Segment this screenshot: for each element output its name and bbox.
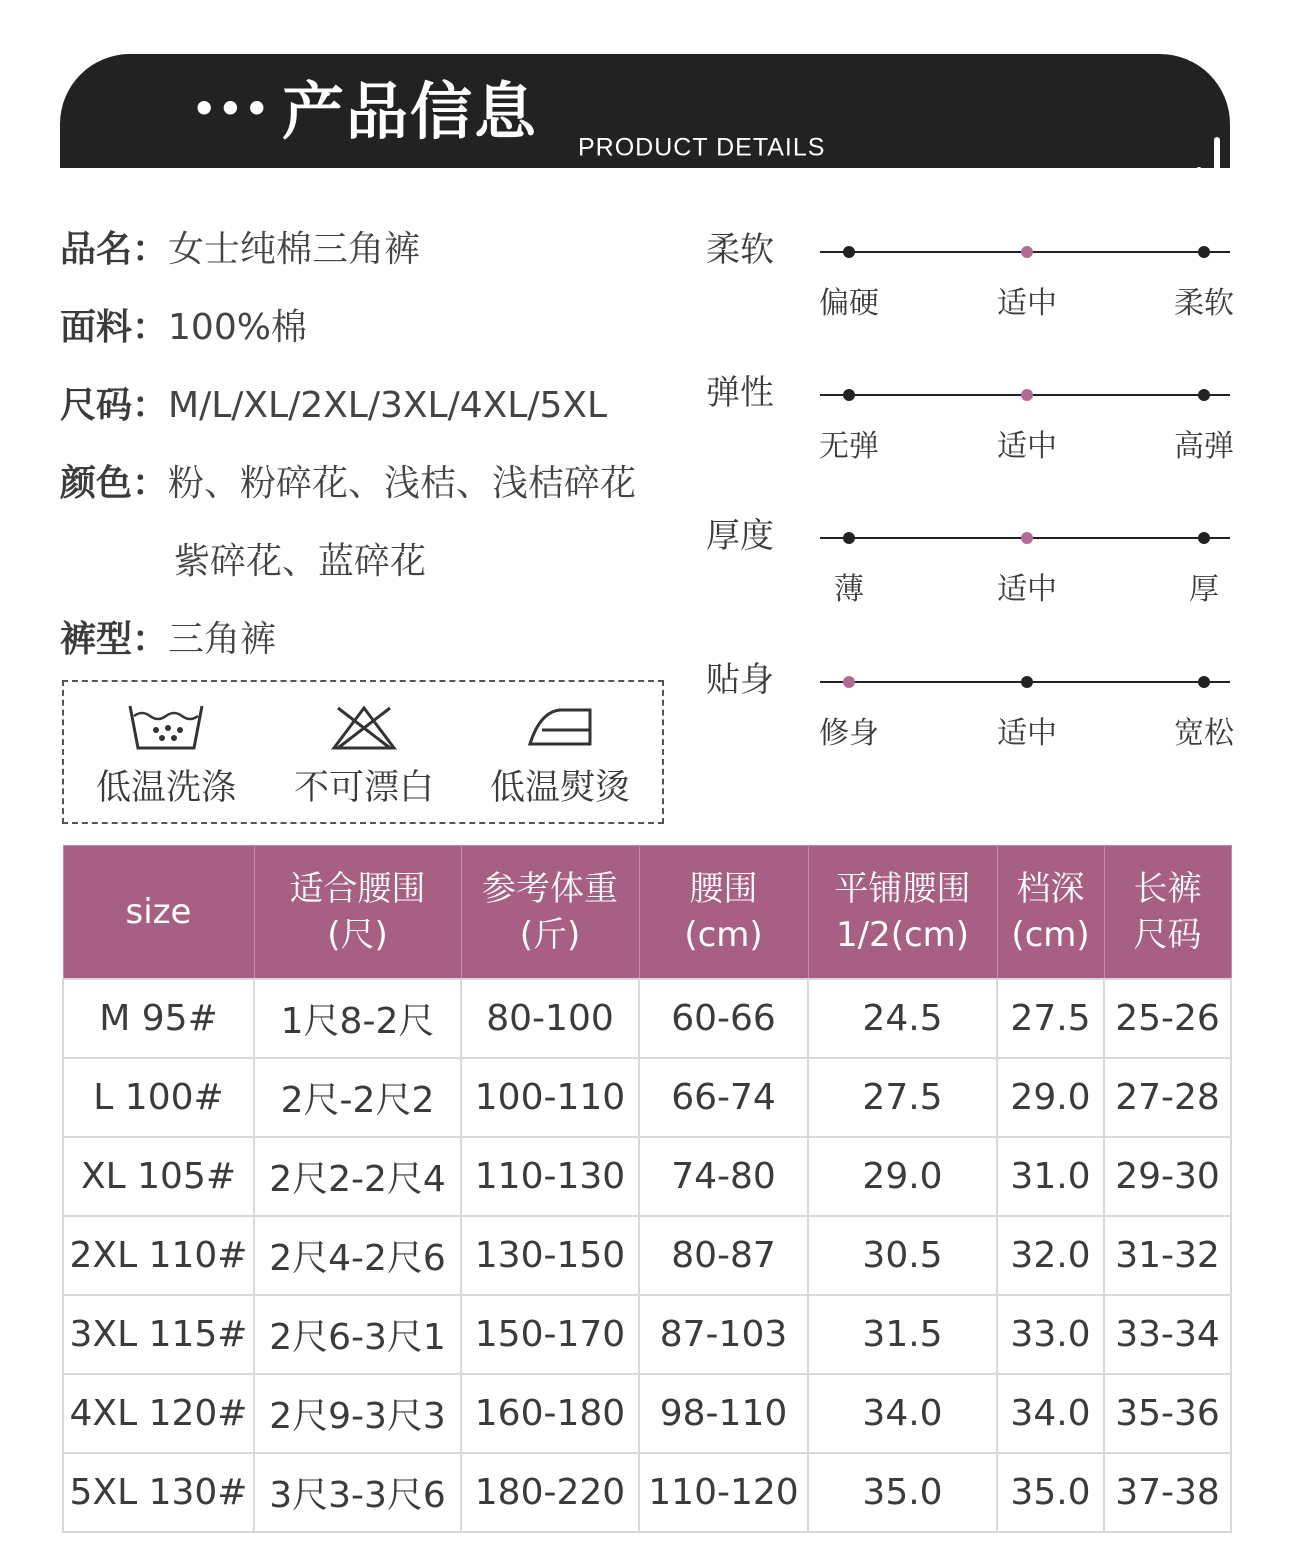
- scale-option: 薄: [834, 572, 864, 607]
- table-cell: 29.0: [808, 1137, 997, 1216]
- header-line: 适合腰围: [289, 869, 426, 909]
- scale-dot: [1198, 246, 1210, 258]
- table-cell: 130-150: [461, 1216, 639, 1295]
- scale-name: 贴身: [706, 660, 774, 700]
- care-item-wash: [68, 702, 264, 810]
- table-cell: 3XL 115#: [63, 1295, 254, 1374]
- table-cell: 98-110: [639, 1374, 808, 1453]
- info-row-style: [60, 612, 276, 668]
- header-line: (cm): [684, 915, 763, 955]
- scale-dot: [1198, 389, 1210, 401]
- header-line: 尺码: [1133, 915, 1202, 955]
- scale-dot-selected: [1021, 389, 1033, 401]
- scale-dot: [1198, 532, 1210, 544]
- header-line: 腰围: [689, 869, 758, 909]
- table-cell: 2尺2-2尺4: [254, 1137, 461, 1216]
- header-line: (cm): [1011, 915, 1090, 955]
- iron-low-temp-icon: [520, 702, 600, 752]
- table-cell: 2XL 110#: [63, 1216, 254, 1295]
- table-cell: 74-80: [639, 1137, 808, 1216]
- scale-option: 柔软: [1174, 286, 1234, 321]
- wash-low-temp-icon: [126, 702, 206, 752]
- table-row: [63, 979, 1231, 1058]
- scale-option: 适中: [997, 572, 1057, 607]
- scale-dot-selected: [1021, 246, 1033, 258]
- table-cell: 100-110: [461, 1058, 639, 1137]
- table-cell: 180-220: [461, 1453, 639, 1532]
- info-value: 紫碎花、蓝碎花: [174, 541, 427, 582]
- table-cell: 2尺9-3尺3: [254, 1374, 461, 1453]
- table-row: [63, 1216, 1231, 1295]
- table-cell: 24.5: [808, 979, 997, 1058]
- header-waist-cm: [639, 846, 808, 980]
- table-cell: M 95#: [63, 979, 254, 1058]
- header-line: (尺): [327, 915, 388, 955]
- care-label: 低温洗涤: [95, 768, 236, 808]
- table-cell: 34.0: [997, 1374, 1104, 1453]
- table-cell: 25-26: [1104, 979, 1231, 1058]
- table-cell: 31-32: [1104, 1216, 1231, 1295]
- header-weight: [461, 846, 639, 980]
- table-cell: 80-87: [639, 1216, 808, 1295]
- table-cell: 31.5: [808, 1295, 997, 1374]
- no-bleach-icon: [324, 702, 404, 752]
- section-header: [60, 54, 1230, 168]
- header-line: size: [125, 892, 192, 932]
- table-cell: 2尺4-2尺6: [254, 1216, 461, 1295]
- info-row-color-cont: [174, 534, 426, 590]
- info-label: 尺码：: [60, 385, 169, 426]
- table-cell: 27.5: [997, 979, 1104, 1058]
- scale-option: 适中: [997, 429, 1057, 464]
- scale-dot-selected: [843, 676, 855, 688]
- table-cell: 5XL 130#: [63, 1453, 254, 1532]
- info-label: 品名：: [60, 229, 169, 270]
- table-cell: 33.0: [997, 1295, 1104, 1374]
- table-cell: 4XL 120#: [63, 1374, 254, 1453]
- table-cell: 29-30: [1104, 1137, 1231, 1216]
- info-row-fabric: [60, 300, 307, 356]
- table-cell: 30.5: [808, 1216, 997, 1295]
- info-row-size: [60, 378, 607, 434]
- care-item-bleach: [266, 702, 462, 810]
- table-cell: 66-74: [639, 1058, 808, 1137]
- header-line: 档深: [1016, 869, 1085, 909]
- info-row-name: [60, 222, 420, 278]
- scale-name: 柔软: [706, 230, 774, 270]
- header-size: [63, 846, 254, 980]
- table-cell: 35.0: [997, 1453, 1104, 1532]
- table-cell: 160-180: [461, 1374, 639, 1453]
- header-flat-waist: [808, 846, 997, 980]
- section-subtitle: PRODUCT DETAILS: [578, 133, 826, 162]
- care-instructions: [62, 680, 664, 824]
- header-line: (斤): [519, 915, 581, 955]
- table-cell: 34.0: [808, 1374, 997, 1453]
- scale-option: 适中: [997, 286, 1057, 321]
- table-row: [63, 1453, 1231, 1532]
- table-cell: 37-38: [1104, 1453, 1231, 1532]
- header-pants-size: [1104, 846, 1231, 980]
- care-item-iron: [462, 702, 658, 810]
- table-cell: 35.0: [808, 1453, 997, 1532]
- table-row: [63, 1295, 1231, 1374]
- scale-dot: [1198, 676, 1210, 688]
- table-cell: 35-36: [1104, 1374, 1231, 1453]
- scale-dot: [843, 389, 855, 401]
- scale-dot-selected: [1021, 532, 1033, 544]
- section-title: 产品信息: [282, 75, 539, 148]
- info-value: M/L/XL/2XL/3XL/4XL/5XL: [168, 385, 608, 426]
- scale-elasticity: [700, 363, 1260, 473]
- care-label: 不可漂白: [293, 768, 434, 808]
- scale-option: 偏硬: [819, 286, 879, 321]
- table-cell: 1尺8-2尺: [254, 979, 461, 1058]
- table-cell: 29.0: [997, 1058, 1104, 1137]
- scale-option: 无弹: [819, 429, 879, 464]
- info-value: 女士纯棉三角裤: [168, 229, 421, 270]
- info-value: 粉、粉碎花、浅桔、浅桔碎花: [168, 463, 637, 504]
- table-cell: 27.5: [808, 1058, 997, 1137]
- table-cell: 31.0: [997, 1137, 1104, 1216]
- table-header-row: [63, 846, 1231, 980]
- scale-option: 修身: [819, 716, 879, 751]
- scale-dot: [843, 246, 855, 258]
- info-label: 面料：: [60, 307, 169, 348]
- size-table-body: [63, 979, 1231, 1532]
- info-row-color: [60, 456, 636, 512]
- table-cell: XL 105#: [63, 1137, 254, 1216]
- table-cell: 2尺-2尺2: [254, 1058, 461, 1137]
- table-cell: 32.0: [997, 1216, 1104, 1295]
- scale-option: 厚: [1189, 572, 1219, 607]
- table-cell: 27-28: [1104, 1058, 1231, 1137]
- table-cell: 33-34: [1104, 1295, 1231, 1374]
- scale-option: 宽松: [1174, 716, 1234, 751]
- info-value: 三角裤: [168, 619, 277, 660]
- scale-dot: [843, 532, 855, 544]
- scale-thickness: [700, 506, 1260, 616]
- table-cell: 110-120: [639, 1453, 808, 1532]
- info-label: 裤型：: [60, 619, 169, 660]
- table-row: [63, 1374, 1231, 1453]
- table-cell: 3尺3-3尺6: [254, 1453, 461, 1532]
- header-line: 参考体重: [482, 869, 618, 909]
- scale-softness: [700, 220, 1260, 330]
- scale-option: 高弹: [1174, 429, 1234, 464]
- dots-icon: •••: [192, 87, 271, 131]
- info-value: 100%棉: [168, 307, 307, 348]
- table-row: [63, 1137, 1231, 1216]
- table-cell: 2尺6-3尺1: [254, 1295, 461, 1374]
- table-cell: 87-103: [639, 1295, 808, 1374]
- table-cell: L 100#: [63, 1058, 254, 1137]
- header-line: 长裤: [1133, 869, 1202, 909]
- scale-name: 厚度: [706, 516, 774, 556]
- table-cell: 110-130: [461, 1137, 639, 1216]
- size-table: [62, 845, 1232, 1533]
- scale-name: 弹性: [706, 373, 774, 413]
- scale-fit: [700, 650, 1260, 760]
- table-cell: 80-100: [461, 979, 639, 1058]
- header-waist-chi: [254, 846, 461, 980]
- table-row: [63, 1058, 1231, 1137]
- table-cell: 150-170: [461, 1295, 639, 1374]
- care-label: 低温熨烫: [489, 768, 630, 808]
- header-rise: [997, 846, 1104, 980]
- info-label: 颜色：: [60, 463, 169, 504]
- scale-option: 适中: [997, 716, 1057, 751]
- scale-dot: [1021, 676, 1033, 688]
- header-line: 1/2(cm): [835, 915, 970, 955]
- table-cell: 60-66: [639, 979, 808, 1058]
- header-line: 平铺腰围: [834, 869, 971, 909]
- arrow-down-icon: [1192, 136, 1242, 196]
